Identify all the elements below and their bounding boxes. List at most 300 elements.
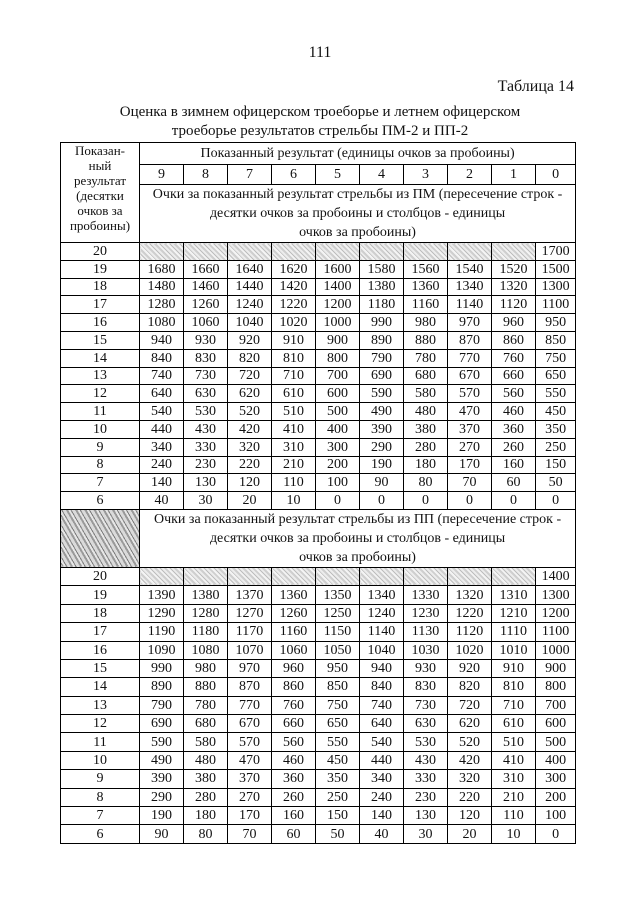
table-cell: 750 — [536, 349, 576, 367]
table-cell: 820 — [448, 678, 492, 696]
table-row — [61, 807, 576, 825]
table-cell: 730 — [184, 367, 228, 385]
table-cell: 320 — [228, 438, 272, 456]
table-cell: 500 — [316, 403, 360, 421]
table-cell: 0 — [360, 492, 404, 510]
column-header: 9 — [140, 165, 184, 185]
table-cell: 0 — [536, 825, 576, 843]
table-cell: 680 — [184, 715, 228, 733]
table-cell: 1020 — [272, 314, 316, 332]
table-cell: 670 — [448, 367, 492, 385]
table-cell: 1280 — [184, 604, 228, 622]
table-row — [61, 659, 576, 677]
row-label: 13 — [61, 696, 140, 714]
table-cell: 30 — [184, 492, 228, 510]
table-cell: 1220 — [448, 604, 492, 622]
table-cell: 300 — [316, 438, 360, 456]
table-cell: 600 — [536, 715, 576, 733]
table-cell: 430 — [404, 751, 448, 769]
table-row — [61, 260, 576, 278]
table-cell: 40 — [360, 825, 404, 843]
table-cell: 0 — [448, 492, 492, 510]
section-title-line: очков за пробоины) — [299, 225, 416, 240]
table-cell: 1020 — [448, 641, 492, 659]
table-cell: 290 — [140, 788, 184, 806]
table-cell: 310 — [272, 438, 316, 456]
table-row — [61, 623, 576, 641]
table-cell: 490 — [360, 403, 404, 421]
table-cell: 1460 — [184, 278, 228, 296]
table-cell: 300 — [536, 770, 576, 788]
table-cell: 1350 — [316, 586, 360, 604]
table-cell: 870 — [448, 331, 492, 349]
table-row — [61, 243, 576, 261]
table-cell: 240 — [360, 788, 404, 806]
table-cell: 100 — [316, 474, 360, 492]
table-cell: 1700 — [536, 243, 576, 261]
table-cell: 1340 — [448, 278, 492, 296]
table-cell: 810 — [272, 349, 316, 367]
table-cell: 280 — [184, 788, 228, 806]
table-cell: 550 — [536, 385, 576, 403]
shaded-cell — [140, 567, 184, 585]
table-cell: 380 — [184, 770, 228, 788]
table-cell: 1120 — [448, 623, 492, 641]
table-cell: 1680 — [140, 260, 184, 278]
shaded-cell — [404, 567, 448, 585]
row-label: 20 — [61, 243, 140, 261]
table-cell: 110 — [272, 474, 316, 492]
table-cell: 10 — [492, 825, 536, 843]
shaded-cell — [404, 243, 448, 261]
table-cell: 680 — [404, 367, 448, 385]
table-cell: 980 — [184, 659, 228, 677]
shaded-cell — [360, 243, 404, 261]
table-cell: 200 — [316, 456, 360, 474]
table-cell: 780 — [404, 349, 448, 367]
table-cell: 40 — [140, 492, 184, 510]
shaded-cell — [272, 243, 316, 261]
table-cell: 1140 — [448, 296, 492, 314]
table-cell: 140 — [360, 807, 404, 825]
table-cell: 1040 — [360, 641, 404, 659]
table-cell: 1170 — [228, 623, 272, 641]
row-label: 8 — [61, 788, 140, 806]
table-cell: 700 — [536, 696, 576, 714]
score-table — [60, 142, 576, 844]
table-cell: 80 — [404, 474, 448, 492]
row-header-line: результат — [73, 173, 127, 188]
table-cell: 650 — [316, 715, 360, 733]
table-cell: 1060 — [184, 314, 228, 332]
table-cell: 250 — [536, 438, 576, 456]
table-cell: 0 — [404, 492, 448, 510]
table-cell: 770 — [448, 349, 492, 367]
table-cell: 490 — [140, 751, 184, 769]
row-label: 14 — [61, 349, 140, 367]
shaded-cell — [184, 567, 228, 585]
table-cell: 480 — [404, 403, 448, 421]
shaded-cell — [228, 567, 272, 585]
section-title-line: очков за пробоины) — [299, 549, 416, 565]
table-cell: 1320 — [448, 586, 492, 604]
table-cell: 570 — [448, 385, 492, 403]
table-cell: 120 — [448, 807, 492, 825]
table-cell: 1660 — [184, 260, 228, 278]
table-cell: 340 — [360, 770, 404, 788]
row-label: 19 — [61, 260, 140, 278]
table-cell: 50 — [536, 474, 576, 492]
table-cell: 740 — [140, 367, 184, 385]
table-cell: 1100 — [536, 623, 576, 641]
table-cell: 370 — [448, 420, 492, 438]
table-cell: 1130 — [404, 623, 448, 641]
table-cell: 480 — [184, 751, 228, 769]
shaded-cell — [184, 243, 228, 261]
table-cell: 1300 — [536, 278, 576, 296]
section-title-line: десятки очков за пробоины и столбцов - единицы — [209, 530, 506, 546]
row-label: 17 — [61, 296, 140, 314]
table-cell: 20 — [448, 825, 492, 843]
table-cell: 430 — [184, 420, 228, 438]
table-cell: 1030 — [404, 641, 448, 659]
table-cell: 1580 — [360, 260, 404, 278]
table-cell: 990 — [140, 659, 184, 677]
table-label: Таблица 14 — [497, 78, 574, 95]
table-cell: 420 — [448, 751, 492, 769]
table-cell: 1120 — [492, 296, 536, 314]
table-caption — [90, 103, 550, 141]
table-row — [61, 474, 576, 492]
table-cell: 940 — [360, 659, 404, 677]
table-cell: 690 — [360, 367, 404, 385]
page-number: 111 — [308, 44, 332, 61]
table-cell: 140 — [140, 474, 184, 492]
table-cell: 1330 — [404, 586, 448, 604]
shaded-cell — [492, 567, 536, 585]
table-cell: 580 — [404, 385, 448, 403]
shaded-cell — [492, 243, 536, 261]
table-cell: 1080 — [140, 314, 184, 332]
table-cell: 530 — [184, 403, 228, 421]
table-cell: 1150 — [316, 623, 360, 641]
table-cell: 640 — [360, 715, 404, 733]
table-cell: 340 — [140, 438, 184, 456]
shaded-cell — [316, 567, 360, 585]
table-cell: 1320 — [492, 278, 536, 296]
table-cell: 820 — [228, 349, 272, 367]
table-cell: 1240 — [228, 296, 272, 314]
table-cell: 330 — [404, 770, 448, 788]
table-cell: 910 — [492, 659, 536, 677]
row-label: 8 — [61, 456, 140, 474]
table-row — [61, 751, 576, 769]
table-cell: 840 — [360, 678, 404, 696]
row-header-line: Показан- — [75, 143, 125, 158]
table-cell: 180 — [184, 807, 228, 825]
table-cell: 1560 — [404, 260, 448, 278]
table-cell: 1400 — [316, 278, 360, 296]
table-cell: 500 — [536, 733, 576, 751]
shaded-cell — [360, 567, 404, 585]
table-cell: 60 — [272, 825, 316, 843]
table-cell: 510 — [272, 403, 316, 421]
row-label: 7 — [61, 474, 140, 492]
table-row — [61, 770, 576, 788]
table-cell: 1180 — [184, 623, 228, 641]
table-cell: 1300 — [536, 586, 576, 604]
row-label: 16 — [61, 314, 140, 332]
table-cell: 1140 — [360, 623, 404, 641]
column-header: 5 — [316, 165, 360, 185]
table-cell: 810 — [492, 678, 536, 696]
table-cell: 720 — [228, 367, 272, 385]
shaded-cell — [228, 243, 272, 261]
table-cell: 510 — [492, 733, 536, 751]
table-cell: 400 — [536, 751, 576, 769]
column-header: 8 — [184, 165, 228, 185]
table-cell: 620 — [228, 385, 272, 403]
row-label: 12 — [61, 715, 140, 733]
table-cell: 760 — [272, 696, 316, 714]
table-cell: 640 — [140, 385, 184, 403]
row-label: 12 — [61, 385, 140, 403]
shaded-cell — [448, 243, 492, 261]
table-cell: 200 — [536, 788, 576, 806]
table-cell: 1480 — [140, 278, 184, 296]
table-cell: 1110 — [492, 623, 536, 641]
table-cell: 310 — [492, 770, 536, 788]
table-cell: 230 — [404, 788, 448, 806]
table-cell: 1380 — [360, 278, 404, 296]
section-title — [140, 509, 576, 567]
section-stub-cell — [61, 509, 140, 567]
table-cell: 270 — [448, 438, 492, 456]
table-row — [61, 420, 576, 438]
table-row — [61, 492, 576, 510]
row-label: 18 — [61, 278, 140, 296]
row-header-line: очков за — [77, 203, 123, 218]
table-cell: 240 — [140, 456, 184, 474]
table-cell: 960 — [272, 659, 316, 677]
table-cell: 710 — [272, 367, 316, 385]
table-cell: 1010 — [492, 641, 536, 659]
row-label: 14 — [61, 678, 140, 696]
table-cell: 0 — [316, 492, 360, 510]
table-cell: 650 — [536, 367, 576, 385]
row-header-line: (десятки — [76, 188, 124, 203]
table-cell: 250 — [316, 788, 360, 806]
table-cell: 770 — [228, 696, 272, 714]
table-cell: 110 — [492, 807, 536, 825]
table-cell: 790 — [140, 696, 184, 714]
table-row — [61, 314, 576, 332]
row-label: 18 — [61, 604, 140, 622]
column-group-header: Показанный результат (единицы очков за пробоины) — [140, 143, 576, 165]
table-cell: 740 — [360, 696, 404, 714]
table-cell: 360 — [492, 420, 536, 438]
table-cell: 20 — [228, 492, 272, 510]
section-title — [140, 185, 576, 243]
table-cell: 220 — [448, 788, 492, 806]
table-cell: 1600 — [316, 260, 360, 278]
shaded-cell — [272, 567, 316, 585]
table-cell: 880 — [404, 331, 448, 349]
row-label: 11 — [61, 733, 140, 751]
table-cell: 360 — [272, 770, 316, 788]
table-cell: 160 — [492, 456, 536, 474]
section-title-row — [61, 509, 576, 567]
table-cell: 1620 — [272, 260, 316, 278]
table-cell: 160 — [272, 807, 316, 825]
table-cell: 630 — [404, 715, 448, 733]
table-cell: 460 — [492, 403, 536, 421]
table-cell: 1100 — [536, 296, 576, 314]
table-cell: 1310 — [492, 586, 536, 604]
table-body — [61, 143, 576, 844]
table-cell: 50 — [316, 825, 360, 843]
table-cell: 1640 — [228, 260, 272, 278]
table-cell: 860 — [272, 678, 316, 696]
table-cell: 1270 — [228, 604, 272, 622]
table-cell: 470 — [448, 403, 492, 421]
section-title-line: Очки за показанный результат стрельбы из ПМ (пересечение строк - — [152, 187, 563, 202]
table-cell: 760 — [492, 349, 536, 367]
table-cell: 890 — [360, 331, 404, 349]
table-cell: 660 — [272, 715, 316, 733]
table-cell: 830 — [404, 678, 448, 696]
table-cell: 1040 — [228, 314, 272, 332]
table-cell: 0 — [492, 492, 536, 510]
table-cell: 790 — [360, 349, 404, 367]
table-cell: 370 — [228, 770, 272, 788]
table-cell: 420 — [228, 420, 272, 438]
row-label: 15 — [61, 331, 140, 349]
table-cell: 1280 — [140, 296, 184, 314]
column-header: 4 — [360, 165, 404, 185]
row-label: 20 — [61, 567, 140, 585]
table-cell: 850 — [316, 678, 360, 696]
table-cell: 1080 — [184, 641, 228, 659]
table-cell: 260 — [272, 788, 316, 806]
table-cell: 1200 — [536, 604, 576, 622]
table-cell: 150 — [316, 807, 360, 825]
table-cell: 520 — [228, 403, 272, 421]
table-cell: 1260 — [184, 296, 228, 314]
row-label: 6 — [61, 825, 140, 843]
table-cell: 780 — [184, 696, 228, 714]
table-row — [61, 385, 576, 403]
column-header: 6 — [272, 165, 316, 185]
table-cell: 1220 — [272, 296, 316, 314]
table-cell: 560 — [492, 385, 536, 403]
table-cell: 710 — [492, 696, 536, 714]
table-cell: 170 — [448, 456, 492, 474]
table-cell: 350 — [536, 420, 576, 438]
row-label: 9 — [61, 770, 140, 788]
table-cell: 970 — [448, 314, 492, 332]
table-cell: 1360 — [272, 586, 316, 604]
table-cell: 590 — [140, 733, 184, 751]
table-cell: 1050 — [316, 641, 360, 659]
row-label: 16 — [61, 641, 140, 659]
table-cell: 600 — [316, 385, 360, 403]
table-cell: 620 — [448, 715, 492, 733]
row-label: 17 — [61, 623, 140, 641]
row-label: 11 — [61, 403, 140, 421]
table-cell: 670 — [228, 715, 272, 733]
table-cell: 390 — [360, 420, 404, 438]
table-cell: 90 — [140, 825, 184, 843]
table-cell: 80 — [184, 825, 228, 843]
table-cell: 90 — [360, 474, 404, 492]
table-cell: 450 — [316, 751, 360, 769]
table-cell: 800 — [316, 349, 360, 367]
table-cell: 460 — [272, 751, 316, 769]
table-row — [61, 349, 576, 367]
table-cell: 1160 — [272, 623, 316, 641]
table-cell: 1390 — [140, 586, 184, 604]
table-cell: 380 — [404, 420, 448, 438]
table-cell: 660 — [492, 367, 536, 385]
table-cell: 150 — [536, 456, 576, 474]
table-cell: 320 — [448, 770, 492, 788]
header-row — [61, 143, 576, 165]
table-cell: 850 — [536, 331, 576, 349]
table-cell: 540 — [360, 733, 404, 751]
table-cell: 220 — [228, 456, 272, 474]
table-cell: 720 — [448, 696, 492, 714]
shaded-cell — [140, 243, 184, 261]
table-cell: 1440 — [228, 278, 272, 296]
row-label: 13 — [61, 367, 140, 385]
table-cell: 870 — [228, 678, 272, 696]
table-cell: 270 — [228, 788, 272, 806]
row-label: 19 — [61, 586, 140, 604]
table-cell: 560 — [272, 733, 316, 751]
table-cell: 630 — [184, 385, 228, 403]
table-cell: 450 — [536, 403, 576, 421]
table-cell: 930 — [404, 659, 448, 677]
table-row — [61, 696, 576, 714]
table-cell: 290 — [360, 438, 404, 456]
row-label: 10 — [61, 420, 140, 438]
table-cell: 900 — [536, 659, 576, 677]
table-cell: 1160 — [404, 296, 448, 314]
shaded-cell — [448, 567, 492, 585]
table-row — [61, 367, 576, 385]
table-cell: 1420 — [272, 278, 316, 296]
table-cell: 860 — [492, 331, 536, 349]
table-cell: 830 — [184, 349, 228, 367]
table-row — [61, 825, 576, 843]
table-cell: 440 — [140, 420, 184, 438]
table-cell: 530 — [404, 733, 448, 751]
table-cell: 100 — [536, 807, 576, 825]
table-cell: 590 — [360, 385, 404, 403]
table-cell: 280 — [404, 438, 448, 456]
table-cell: 610 — [492, 715, 536, 733]
table-cell: 960 — [492, 314, 536, 332]
table-cell: 1520 — [492, 260, 536, 278]
section-title-line: Очки за показанный результат стрельбы из ПП (пересечение строк - — [153, 511, 562, 527]
table-row — [61, 715, 576, 733]
table-cell: 1370 — [228, 586, 272, 604]
table-cell: 210 — [492, 788, 536, 806]
table-row — [61, 788, 576, 806]
table-row — [61, 641, 576, 659]
row-label: 6 — [61, 492, 140, 510]
